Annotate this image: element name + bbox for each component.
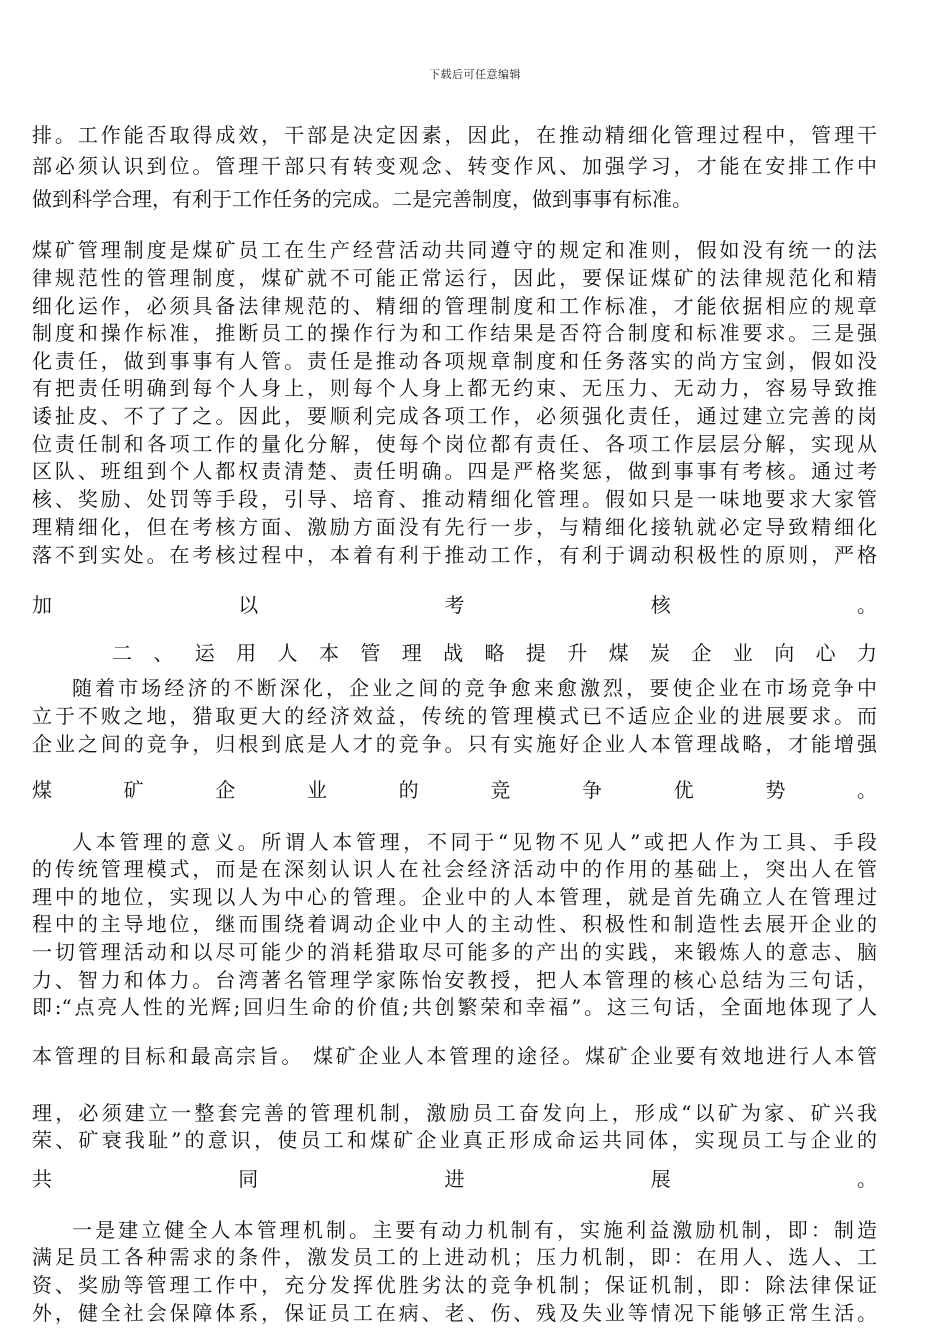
text-line: 荣、矿衰我耻”的意识，使员工和煤矿企业真正形成命运共同体，实现员工与企业的 [32, 1128, 877, 1152]
text-line: 有把责任明确到每个人身上，则每个人身上都无约束、无压力、无动力，容易导致推 [32, 376, 877, 400]
text-line: 立于不败之地，猎取更大的经济效益，传统的管理模式已不适应企业的进展要求。而 [32, 704, 877, 728]
text-line: 化责任，做到事事有人管。责任是推动各项规章制度和任务落实的尚方宝剑，假如没 [32, 349, 877, 373]
text-line: 排。工作能否取得成效，干部是决定因素，因此，在推动精细化管理过程中，管理干 [32, 123, 877, 147]
text-line: 理精细化，但在考核方面、激励方面没有先行一步，与精细化接轨就必定导致精细化 [32, 515, 877, 539]
text-line: 本管理的目标和最高宗旨。 煤矿企业人本管理的途径。煤矿企业要有效地进行人本管 [32, 1044, 877, 1068]
text-line: 律规范性的管理制度，煤矿就不可能正常运行，因此，要保证煤矿的法律规范化和精 [32, 266, 877, 290]
text-line: 落不到实处。在考核过程中，本着有利于推动工作，有利于调动积极性的原则，严格 [32, 543, 877, 567]
text-line: 位责任制和各项工作的量化分解，使每个岗位都有责任、各项工作层层分解，实现从 [32, 432, 877, 456]
text-line: 区队、班组到个人都权责清楚、责任明确。四是严格奖惩，做到事事有考核。通过考 [32, 459, 877, 483]
text-line: 一是建立健全人本管理机制。主要有动力机制有，实施利益激励机制，即：制造 [72, 1218, 877, 1242]
text-line: 随着市场经济的不断深化，企业之间的竞争愈来愈激烈，要使企业在市场竞争中 [72, 676, 877, 700]
text-line: 外，健全社会保障体系，保证员工在病、老、伤、残及失业等情况下能够正常生活。 [32, 1301, 877, 1325]
text-line: 制度和操作标准，推断员工的操作行为和工作结果是否符合制度和标准要求。三是强 [32, 321, 877, 345]
text-line: 力、智力和体力。台湾著名管理学家陈怡安教授，把人本管理的核心总结为三句话， [32, 968, 877, 992]
page-header: 下载后可任意编辑 [429, 68, 521, 81]
text-line: 细化运作，必须具备法律规范的、精细的管理制度和工作标准，才能依据相应的规章 [32, 294, 877, 318]
text-line: 人本管理的意义。所谓人本管理，不同于“见物不见人”或把人作为工具、手段 [72, 830, 877, 854]
text-line: 的传统管理模式，而是在深刻认识人在社会经济活动中的作用的基础上，突出人在管 [32, 857, 877, 881]
text-line: 理中的地位，实现以人为中心的管理。企业中的人本管理，就是首先确立人在管理过 [32, 885, 877, 909]
text-line: 加以考核。 [32, 593, 877, 617]
text-line: 核、奖励、处罚等手段，引导、培育、推动精细化管理。假如只是一味地要求大家管 [32, 487, 877, 511]
text-line: 一切管理活动和以尽可能少的消耗猎取尽可能多的产出的实践，来锻炼人的意志、脑 [32, 940, 877, 964]
text-line: 程中的主导地位，继而围绕着调动企业中人的主动性、积极性和制造性去展开企业的 [32, 912, 877, 936]
text-line: 资、奖励等管理工作中，充分发挥优胜劣汰的竞争机制；保证机制，即：除法律保证 [32, 1273, 877, 1297]
text-line: 诿扯皮、不了了之。因此，要顺利完成各项工作，必须强化责任，通过建立完善的岗 [32, 404, 877, 428]
text-line: 做到科学合理，有利于工作任务的完成。二是完善制度，做到事事有标准。 [32, 187, 692, 211]
text-line: 煤矿管理制度是煤矿员工在生产经营活动共同遵守的规定和准则，假如没有统一的法 [32, 238, 877, 262]
text-line: 二、运用人本管理战略提升煤炭企业向心力 [112, 641, 877, 665]
text-line: 企业之间的竞争，归根到底是人才的竞争。只有实施好企业人本管理战略，才能增强 [32, 732, 877, 756]
text-line: 即:“点亮人性的光辉;回归生命的价值;共创繁荣和幸福”。这三句话，全面地体现了人 [32, 995, 877, 1019]
text-line: 理，必须建立一整套完善的管理机制，激励员工奋发向上，形成“以矿为家、矿兴我 [32, 1101, 877, 1125]
text-line: 煤矿企业的竞争优势。 [32, 778, 877, 802]
text-line: 满足员工各种需求的条件，激发员工的上进动机；压力机制，即：在用人、选人、工 [32, 1245, 877, 1269]
text-line: 共同进展。 [32, 1167, 877, 1191]
text-line: 部必须认识到位。管理干部只有转变观念、转变作风、加强学习，才能在安排工作中 [32, 154, 877, 178]
